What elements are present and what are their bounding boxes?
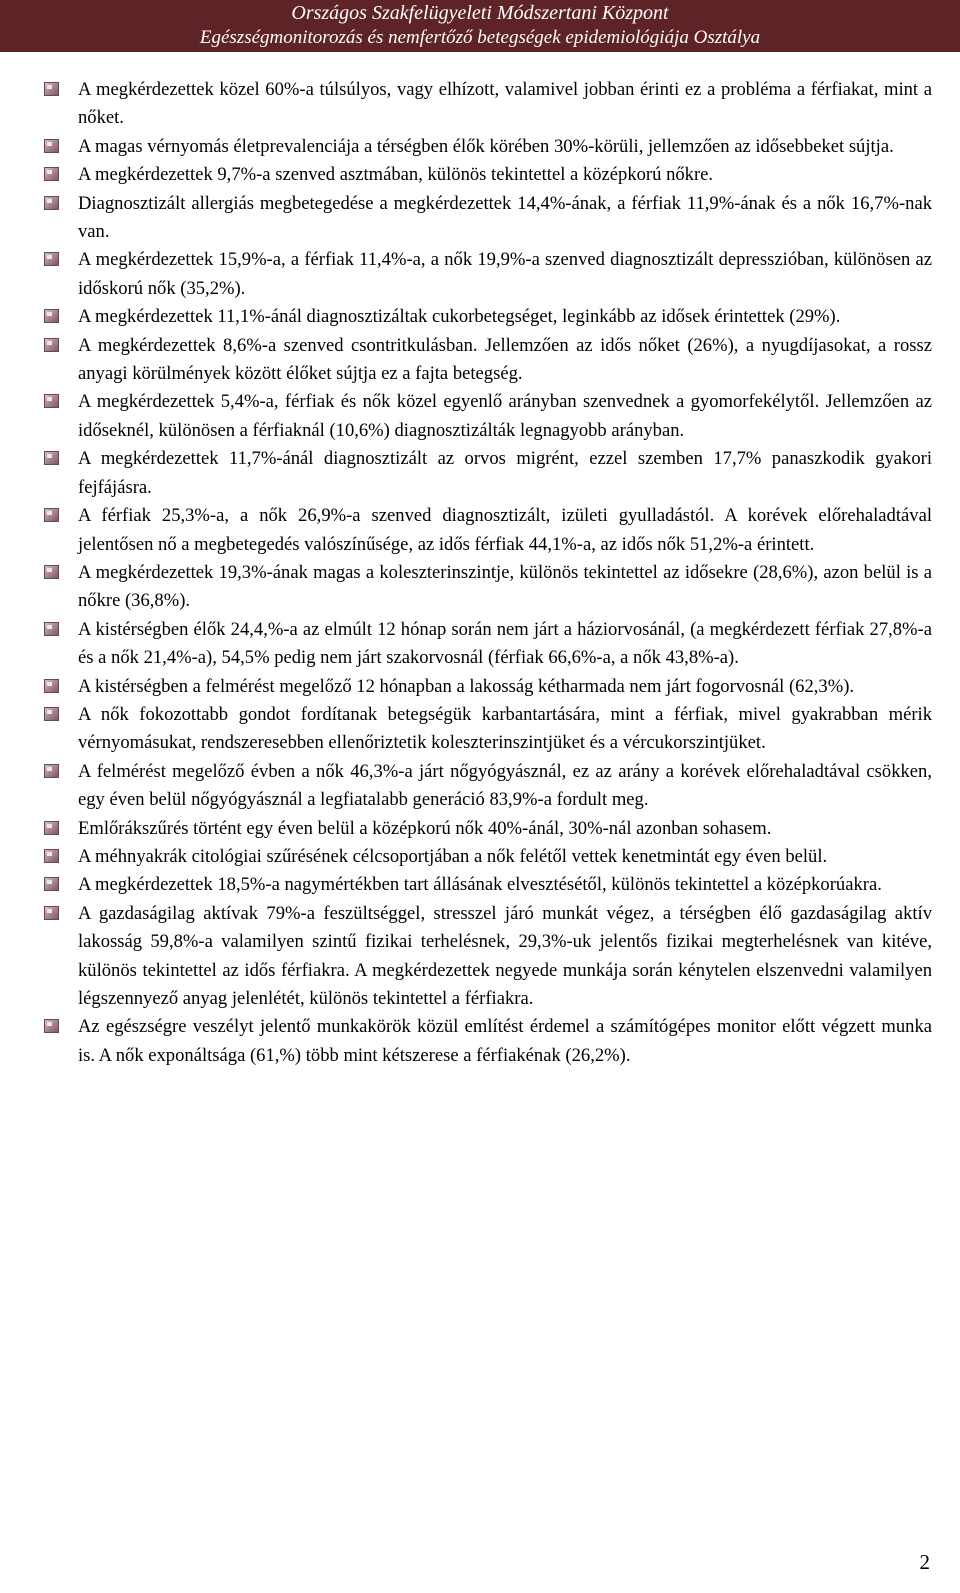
list-item bbox=[44, 133, 932, 161]
list-item-text: A férfiak 25,3%-a, a nők 26,9%-a szenved diagnosztizált, izületi gyulladástól. A korévek előrehaladtával jelentősen nő a megbetegedés valószínűsége, az idős férfiak 44,1%-a, az idős nők 51,2%-a érintett. bbox=[78, 505, 932, 555]
square-bullet-icon bbox=[44, 707, 59, 721]
list-item-text: A kistérségben élők 24,4,%-a az elmúlt 12 hónap során nem járt a háziorvosánál, (a megkérdezett férfiak 27,8%-a és a nők 21,4%-a), 54,5% pedig nem járt szakorvosnál (férfiak 66,6%-a, a nők 43,8%-a). bbox=[78, 618, 932, 669]
list-item bbox=[44, 900, 932, 1014]
list-item bbox=[44, 1013, 932, 1070]
square-bullet-icon bbox=[44, 565, 59, 579]
square-bullet-icon bbox=[44, 139, 59, 153]
square-bullet-icon bbox=[44, 82, 59, 96]
list-item-text: A méhnyakrák citológiai szűrésének célcsoportjában a nők felétől vettek kenetmintát egy éven belül. bbox=[78, 845, 828, 867]
list-item bbox=[44, 388, 932, 445]
list-item bbox=[44, 76, 932, 133]
square-bullet-icon bbox=[44, 906, 59, 920]
list-item-text: A magas vérnyomás életprevalenciája a térségben élők körében 30%-körüli, jellemzően az idősebbeket sújtja. bbox=[78, 135, 894, 157]
list-item-text: A felmérést megelőző évben a nők 46,3%-a járt nőgyógyásznál, ez az arány a korévek előrehaladtával csökken, egy éven belül nőgyógyásznál a legfiatalabb generáció 83,9%-a fordult meg. bbox=[78, 760, 932, 811]
list-item-text: A megkérdezettek 11,7%-ánál diagnosztizált az orvos migrént, ezzel szemben 17,7% panaszkodik gyakori fejfájásra. bbox=[78, 448, 932, 498]
list-item-text: A megkérdezettek 9,7%-a szenved asztmában, különös tekintettel a középkorú nőkre. bbox=[78, 164, 714, 186]
list-item-text: A gazdaságilag aktívak 79%-a feszültséggel, stresszel járó munkát végez, a térségben élő gazdaságilag aktív lakosság 59,8%-a valamilyen szintű fizikai terhelésnek, 29,3%-uk jelentős fizikai megterhelésnek van kitéve, különös tekintettel az idős férfiakra. A megkérdezettek negyede munkája során kénytelen elszenvedni valamilyen légszennyező anyag jelenlétét, különös tekintettel a férfiakra. bbox=[78, 902, 932, 1009]
list-item bbox=[44, 246, 932, 303]
list-item bbox=[44, 673, 932, 701]
list-item-text: Emlőrákszűrés történt egy éven belül a középkorú nők 40%-ánál, 30%-nál azonban sohasem. bbox=[78, 817, 772, 839]
list-item bbox=[44, 161, 932, 189]
list-item-text: A megkérdezettek közel 60%-a túlsúlyos, vagy elhízott, valamivel jobban érinti ez a probléma a férfiakat, mint a nőket. bbox=[78, 79, 932, 129]
list-item-text: Az egészségre veszélyt jelentő munkakörök közül említést érdemel a számítógépes monitor előtt végzett munka is. A nők exponáltsága (61,%) több mint kétszerese a férfiakénak (26,2%). bbox=[78, 1016, 932, 1066]
square-bullet-icon bbox=[44, 394, 59, 408]
findings-list bbox=[44, 76, 932, 1070]
list-item bbox=[44, 758, 932, 815]
square-bullet-icon bbox=[44, 622, 59, 636]
list-item bbox=[44, 502, 932, 559]
square-bullet-icon bbox=[44, 1019, 59, 1033]
list-item bbox=[44, 701, 932, 758]
list-item-text: A kistérségben a felmérést megelőző 12 hónapban a lakosság kétharmada nem járt fogorvosnál (62,3%). bbox=[78, 675, 855, 697]
list-item bbox=[44, 190, 932, 247]
square-bullet-icon bbox=[44, 508, 59, 522]
square-bullet-icon bbox=[44, 877, 59, 891]
list-item bbox=[44, 616, 932, 673]
list-item-text: A megkérdezettek 18,5%-a nagymértékben tart állásának elvesztésétől, különös tekintettel a középkorúakra. bbox=[78, 874, 882, 896]
list-item-text: A megkérdezettek 8,6%-a szenved csontritkulásban. Jellemzően az idős nőket (26%), a nyugdíjasokat, a rossz anyagi körülmények között élőket sújtja ez a fajta betegség. bbox=[78, 334, 932, 385]
list-item bbox=[44, 332, 932, 389]
header-department: Egészségmonitorozás és nemfertőző betegségek epidemiológiája Osztálya bbox=[199, 27, 761, 48]
square-bullet-icon bbox=[44, 196, 59, 210]
list-item bbox=[44, 445, 932, 502]
list-item-text: A megkérdezettek 19,3%-ának magas a koleszterinszintje, különös tekintettel az idősekre (28,6%), azon belül is a nőkre (36,8%). bbox=[78, 561, 932, 612]
list-item-text: A megkérdezettek 5,4%-a, férfiak és nők közel egyenlő arányban szenvednek a gyomorfekélytől. Jellemzően az időseknél, különösen a férfiaknál (10,6%) diagnosztizálták legnagyobb arányban. bbox=[78, 391, 932, 441]
list-item-text: A megkérdezettek 11,1%-ánál diagnosztizáltak cukorbetegséget, leginkább az idősek érintettek (29%). bbox=[78, 306, 841, 328]
page-header bbox=[0, 0, 960, 52]
list-item-text: A megkérdezettek 15,9%-a, a férfiak 11,4%-a, a nők 19,9%-a szenved diagnosztizált depresszióban, különösen az időskorú nők (35,2%). bbox=[78, 249, 932, 299]
square-bullet-icon bbox=[44, 252, 59, 266]
square-bullet-icon bbox=[44, 309, 59, 323]
list-item-text: A nők fokozottabb gondot fordítanak betegségük karbantartására, mint a férfiak, mivel gyakrabban mérik vérnyomásukat, rendszeresebben ellenőriztetik koleszterinszintjüket és a vércukorszintjüket. bbox=[78, 703, 932, 754]
list-item bbox=[44, 815, 932, 843]
header-institution: Országos Szakfelügyeleti Módszertani Központ bbox=[291, 2, 669, 24]
square-bullet-icon bbox=[44, 679, 59, 693]
square-bullet-icon bbox=[44, 167, 59, 181]
list-item bbox=[44, 303, 932, 331]
list-item bbox=[44, 843, 932, 871]
list-item bbox=[44, 559, 932, 616]
list-item bbox=[44, 871, 932, 899]
square-bullet-icon bbox=[44, 821, 59, 835]
list-item-text: Diagnosztizált allergiás megbetegedése a megkérdezettek 14,4%-ának, a férfiak 11,9%-ának és a nők 16,7%-nak van. bbox=[78, 192, 932, 243]
square-bullet-icon bbox=[44, 451, 59, 465]
square-bullet-icon bbox=[44, 849, 59, 863]
page-number: 2 bbox=[919, 1550, 930, 1574]
square-bullet-icon bbox=[44, 764, 59, 778]
square-bullet-icon bbox=[44, 338, 59, 352]
